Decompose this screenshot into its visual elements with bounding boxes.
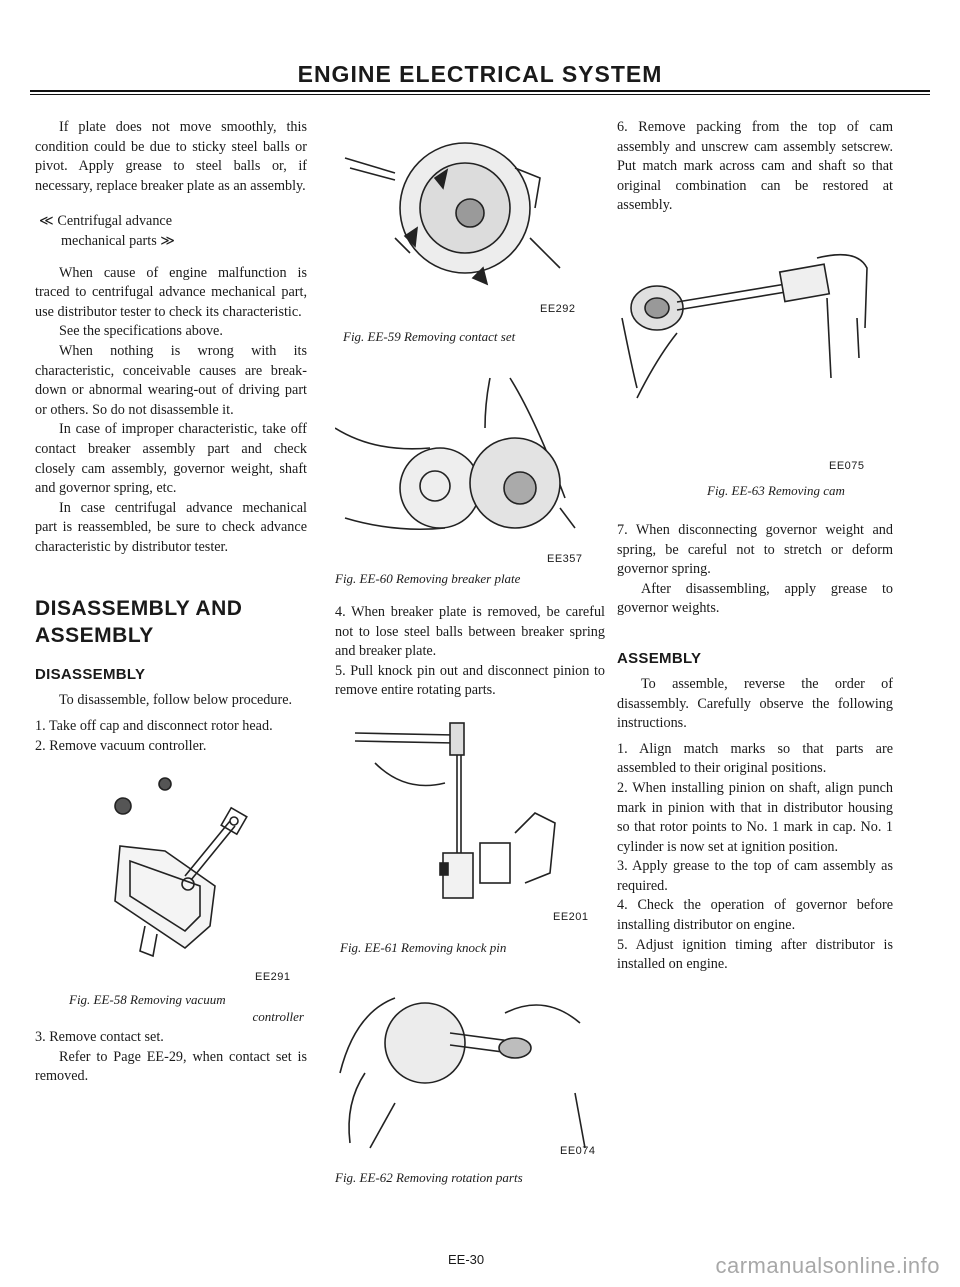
figure-ee63 xyxy=(617,238,893,488)
column-left xyxy=(35,118,307,1087)
section-title-line2: ASSEMBLY xyxy=(35,624,154,648)
breaker-plate-illustration xyxy=(335,358,605,548)
page-header xyxy=(30,60,930,94)
disassembly-heading: DISASSEMBLY xyxy=(35,666,146,684)
step-3-note: Refer to Page EE-29, when contact set is removed. xyxy=(35,1048,307,1085)
contact-set-illustration xyxy=(335,118,605,298)
figure-ee61-code: EE201 xyxy=(553,910,589,923)
paragraph-improper: In case of improper characteristic, take off contact breaker assembly part and check closely cam assembly, governor weight, shaft and governor spring, etc. xyxy=(35,421,307,497)
figure-ee62 xyxy=(335,973,605,1193)
step-2: 2. Remove vacuum controller. xyxy=(35,737,207,754)
assembly-heading: ASSEMBLY xyxy=(617,649,702,667)
centrifugal-subheading-line2: mechanical parts ≫ xyxy=(61,232,176,249)
figure-ee59-code: EE292 xyxy=(540,303,576,315)
figure-ee61-caption: Fig. EE-61 Removing knock pin xyxy=(340,939,507,955)
cam-removal-illustration xyxy=(617,238,893,438)
assembly-step-4: 4. Check the operation of governor before installing distributor on engine. xyxy=(617,897,893,934)
step-1: 1. Take off cap and disconnect rotor head. xyxy=(35,718,273,735)
figure-ee63-code: EE075 xyxy=(829,459,865,472)
step-5: 5. Pull knock pin out and disconnect pinion to remove entire rotating parts. xyxy=(335,662,605,699)
assembly-step-3: 3. Apply grease to the top of cam assembly as required. xyxy=(617,858,893,894)
figure-ee60 xyxy=(335,358,605,603)
figure-ee61 xyxy=(335,713,605,973)
column-right xyxy=(617,118,893,975)
column-middle xyxy=(335,118,605,1193)
step-6: 6. Remove packing from the top of cam assembly and unscrew cam assembly setscrew. Put match mark across cam and shaft so that original combination can be restored at assembly. xyxy=(617,119,893,214)
figure-ee58-caption xyxy=(69,991,304,1025)
centrifugal-subheading-line1: ≪ Centrifugal advance xyxy=(39,213,173,230)
figure-ee60-caption: Fig. EE-60 Removing breaker plate xyxy=(335,571,521,586)
figure-ee62-code: EE074 xyxy=(560,1144,596,1157)
rotation-parts-illustration xyxy=(335,973,605,1153)
figure-ee58-caption-line1: Fig. EE-58 Removing vacuum xyxy=(69,992,226,1008)
figure-ee59 xyxy=(335,118,605,358)
paragraph-nothing-wrong: When nothing is wrong with its characteristic, conceivable causes are break-down or abnormal wearing-out of driving part or others. So do not disassemble it. xyxy=(35,342,307,418)
paragraph-assembly-intro: To assemble, reverse the order of disassembly. Carefully observe the following instructions. xyxy=(617,675,893,732)
assembly-step-2: 2. When installing pinion on shaft, align punch mark in pinion with that in distributor housing so that rotor points to No. 1 mark in cap. No. 1 cylinder is now set at ignition position. xyxy=(617,779,893,855)
page-title: ENGINE ELECTRICAL SYSTEM xyxy=(297,61,663,87)
figure-ee58-code: EE291 xyxy=(255,971,291,984)
assembly-step-5: 5. Adjust ignition timing after distributor is installed on engine. xyxy=(617,936,893,973)
paragraph-malfunction: When cause of engine malfunction is traced to centrifugal advance mechanical part, use distributor tester to check its characteristic. xyxy=(35,264,307,320)
figure-ee60-code: EE357 xyxy=(547,553,583,565)
step-4: 4. When breaker plate is removed, be careful not to lose steel balls between breaker spring and breaker plate. xyxy=(335,604,605,660)
figure-ee63-caption: Fig. EE-63 Removing cam xyxy=(707,482,845,498)
vacuum-controller-illustration xyxy=(35,766,307,966)
header-rule xyxy=(30,90,930,92)
figure-ee58-caption-line2: controller xyxy=(252,1009,304,1025)
step-7-note: After disassembling, apply grease to governor weights. xyxy=(617,580,893,617)
paragraph-plate-movement: If plate does not move smoothly, this condition could be due to sticky steel balls or pivot. Apply grease to steel balls or, if necessary, replace breaker plate as an assembly. xyxy=(35,119,307,194)
paragraph-specifications: See the specifications above. xyxy=(59,323,223,340)
step-7: 7. When disconnecting governor weight and spring, be careful not to stretch or deform governor spring. xyxy=(617,521,893,578)
figure-ee58 xyxy=(35,766,307,1028)
paragraph-reassembled: In case centrifugal advance mechanical part is reassembled, be sure to check advance characteristic by distributor tester. xyxy=(35,499,307,555)
section-title-line1: DISASSEMBLY AND xyxy=(35,597,243,621)
paragraph-disassembly-intro: To disassemble, follow below procedure. xyxy=(59,692,293,709)
header-rule-thin xyxy=(30,94,930,95)
assembly-step-1: 1. Align match marks so that parts are assembled to their original positions. xyxy=(617,740,893,777)
step-3: 3. Remove contact set. xyxy=(35,1029,164,1046)
figure-ee59-caption: Fig. EE-59 Removing contact set xyxy=(343,329,516,344)
page-number: EE-30 xyxy=(448,1252,485,1267)
centrifugal-advance-subheading xyxy=(35,212,307,251)
figure-ee62-caption: Fig. EE-62 Removing rotation parts xyxy=(335,1169,523,1185)
watermark: carmanualsonline.info xyxy=(715,1253,940,1278)
knock-pin-illustration xyxy=(335,713,605,923)
